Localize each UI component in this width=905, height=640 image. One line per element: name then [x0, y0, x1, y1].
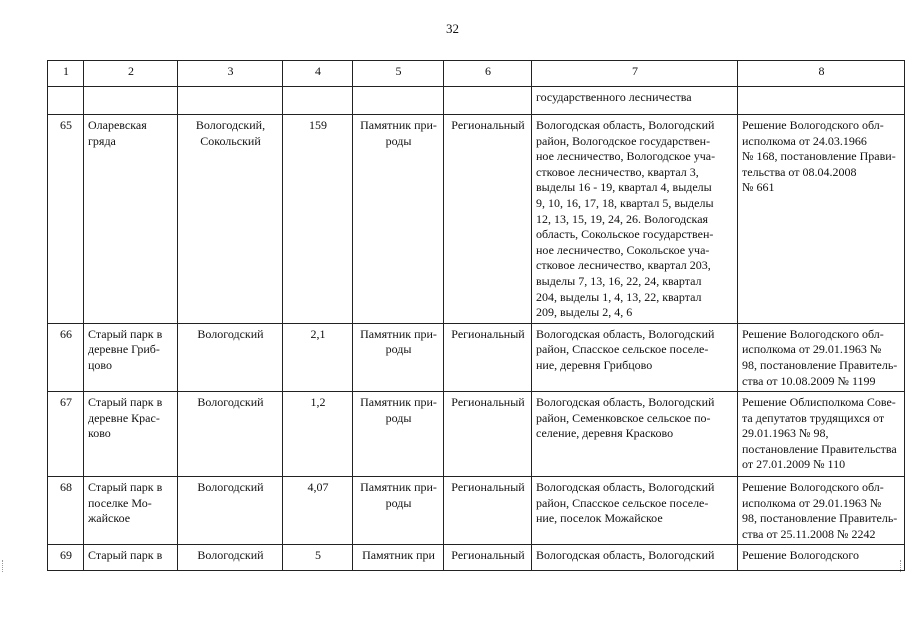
significance: Региональный — [444, 477, 532, 545]
column-number: 3 — [178, 61, 283, 87]
column-number: 1 — [48, 61, 84, 87]
area-size: 5 — [283, 545, 353, 571]
legal-basis: Решение Вологодского обл- исполкома от 29.01.1963 № 98, постановление Правитель- ства от 10.08.2009 № 1199 — [738, 323, 905, 391]
page-number: 32 — [446, 21, 459, 36]
location: Вологодская область, Вологодский район, Вологодское государствен- ное лесничество, Вологодское уча- стковое лесничество, квартал 3, выделы 16 - 19, квартал 4, выделы 9, 10, 16, 17, 18, квартал 5, выделы 12, 13, 15, 19, 24, 26. Вологодская область, Сокольское государствен- ное лесничество, Сокольское уча- стковое лесничество, квартал 203, выделы 7, 13, 16, 22, 24, квартал 204, выделы 1, 4, 13, 22, квартал 209, выделы 2, 4, 6 — [532, 115, 738, 324]
category: Памятник при — [353, 545, 444, 571]
significance: Региональный — [444, 115, 532, 324]
column-number: 8 — [738, 61, 905, 87]
significance: Региональный — [444, 545, 532, 571]
column-number: 5 — [353, 61, 444, 87]
location: Вологодская область, Вологодский район, Спасское сельское поселе- ние, деревня Грибцово — [532, 323, 738, 391]
column-number: 4 — [283, 61, 353, 87]
category: Памятник при- роды — [353, 115, 444, 324]
table-row — [48, 323, 905, 391]
empty-cell — [738, 87, 905, 115]
area-size: 2,1 — [283, 323, 353, 391]
legal-basis: Решение Вологодского обл- исполкома от 24.03.1966 № 168, постановление Прави- тельства от 08.04.2008 № 661 — [738, 115, 905, 324]
location: Вологодская область, Вологодский — [532, 545, 738, 571]
empty-cell — [353, 87, 444, 115]
empty-cell — [84, 87, 178, 115]
legal-basis: Решение Вологодского — [738, 545, 905, 571]
table-row — [48, 392, 905, 477]
empty-cell — [48, 87, 84, 115]
location: Вологодская область, Вологодский район, Спасское сельское поселе- ние, поселок Можайское — [532, 477, 738, 545]
district: Вологодский — [178, 323, 283, 391]
category: Памятник при- роды — [353, 477, 444, 545]
district: Вологодский — [178, 392, 283, 477]
column-number: 7 — [532, 61, 738, 87]
category: Памятник при- роды — [353, 323, 444, 391]
location-cell: государственного лесничества — [532, 87, 738, 115]
location: Вологодская область, Вологодский район, Семенковское сельское по- селение, деревня Красково — [532, 392, 738, 477]
row-number: 69 — [48, 545, 84, 571]
protected-areas-table — [47, 60, 905, 571]
significance: Региональный — [444, 323, 532, 391]
area-name: Старый парк в деревне Крас- ково — [84, 392, 178, 477]
significance: Региональный — [444, 392, 532, 477]
table-row — [48, 115, 905, 324]
scan-edge-mark — [2, 560, 5, 572]
area-name: Старый парк в поселке Мо- жайское — [84, 477, 178, 545]
column-number-row — [48, 61, 905, 87]
area-size: 159 — [283, 115, 353, 324]
row-number: 66 — [48, 323, 84, 391]
district: Вологодский, Сокольский — [178, 115, 283, 324]
area-name: Оларевская гряда — [84, 115, 178, 324]
continuation-row — [48, 87, 905, 115]
area-size: 4,07 — [283, 477, 353, 545]
area-size: 1,2 — [283, 392, 353, 477]
empty-cell — [178, 87, 283, 115]
legal-basis: Решение Вологодского обл- исполкома от 29.01.1963 № 98, постановление Правитель- ства от 25.11.2008 № 2242 — [738, 477, 905, 545]
table-row — [48, 477, 905, 545]
column-number: 2 — [84, 61, 178, 87]
district: Вологодский — [178, 545, 283, 571]
row-number: 67 — [48, 392, 84, 477]
scan-edge-mark — [900, 560, 903, 572]
row-number: 68 — [48, 477, 84, 545]
table-row — [48, 545, 905, 571]
legal-basis: Решение Облисполкома Сове- та депутатов трудящихся от 29.01.1963 № 98, постановление Правительства от 27.01.2009 № 110 — [738, 392, 905, 477]
area-name: Старый парк в — [84, 545, 178, 571]
district: Вологодский — [178, 477, 283, 545]
row-number: 65 — [48, 115, 84, 324]
empty-cell — [444, 87, 532, 115]
area-name: Старый парк в деревне Гриб- цово — [84, 323, 178, 391]
empty-cell — [283, 87, 353, 115]
category: Памятник при- роды — [353, 392, 444, 477]
column-number: 6 — [444, 61, 532, 87]
